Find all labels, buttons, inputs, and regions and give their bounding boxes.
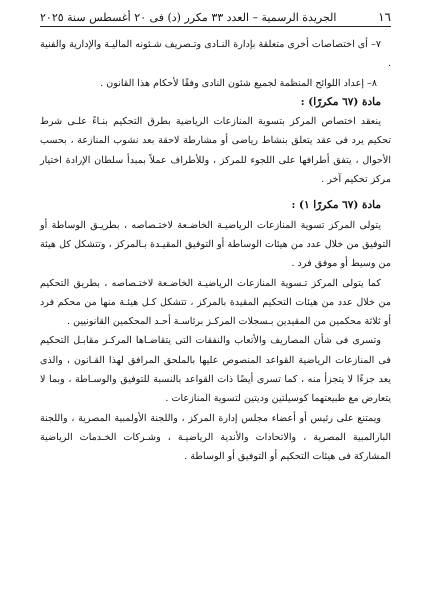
page-number: ١٦ [378,10,391,24]
article-67-bis-heading: مادة (٦٧ مكررًا) : [300,95,381,108]
article-67-bis-1-paragraph-1: يتولى المركز تسوية المنازعات الرياضيـة الخاضـعة لاختـصاصه ، بطريـق الوساطة أو التوفيق من خلال عدد من هيئات الوساطة أو التوفيق المقيـدة بـالمركز ، وتتشكل كل هيئة من وسيط أو موفق فرد . [40,219,391,270]
article-67-bis-1-paragraph-4: ويمتنع على رئيس أو أعضاء مجلس إدارة المركز ، واللجنة الأولمبية المصرية ، واللجنة البارالمبية المصرية ، والاتحادات والأندية الرياضيـة ، وشـركات الخـدمات الرياضية المشاركة فى هيئات التحكيم أو التوفيق أو الوساطة . [40,412,391,463]
item-7: ٧– أى اختصاصات أخرى متعلقة بإدارة النـادى وتـصريف شـئونه الماليـة والإدارية والفنية . [40,39,391,70]
article-67-bis-1-paragraph-2: كما يتولى المركز تـسوية المنازعات الرياضيـة الخاضـعة لاختـصاصه ، بطريق التحكيم من خلال عدد من هيئات التحكيم المقيدة بالمركز ، تتشكل كـل هيئـة منها من محكم فرد أو ثلاثة محكمين من المقيدين بـسجلات المركـز برئاسـة أحـد المحكمين القانونيين . [40,277,391,328]
spacer [40,189,391,196]
article-67-bis-1-paragraph-3: وتسرى فى شأن المصاريف والأتعاب والنفقات التى يتقاضـاها المركـز مقابـل التحكيم فى المنازعات الرياضية القواعد المنصوص عليها بالملحق المرافق لهذا القـانون ، والذى يعد جزءًا لا يتجزأ منه ، كما تسرى أيضًا ذات القواعد بالنسبة للتوفيق والوسـاطة ، وبما لا يتعارض مع طبيعتهما كوسيلتين وديتين لتسوية المنازعات . [40,335,391,405]
item-8: ٨– إعداد اللوائح المنظمة لجميع شئون النادى وفقًا لأحكام هذا القانون . [100,77,377,89]
page-content [40,35,391,467]
gazette-title: الجريدة الرسمية – العدد ٣٣ مكرر (د) فى ٢٠ أغسطس سنة ٢٠٢٥ [40,11,337,24]
article-67-bis-1-heading: مادة (٦٧ مكررًا ١) : [291,199,381,212]
article-67-bis-paragraph: ينعقد اختصاص المركز بتسوية المنازعات الرياضية بطرق التحكيم بنـاءً علـى شرط تحكيم يرد فى عقد يتعلق بنشاط رياضى أو مشارطة لاحقة بعد نشوب المنازعة ، بحسب الأحوال ، يتفق أطرافها على اللجوء للمركز ، وللأطراف عملاً بمبدأ سلطان الإرادة اختيار مركز تحكيم آخر . [40,116,391,186]
page-header [40,10,391,27]
